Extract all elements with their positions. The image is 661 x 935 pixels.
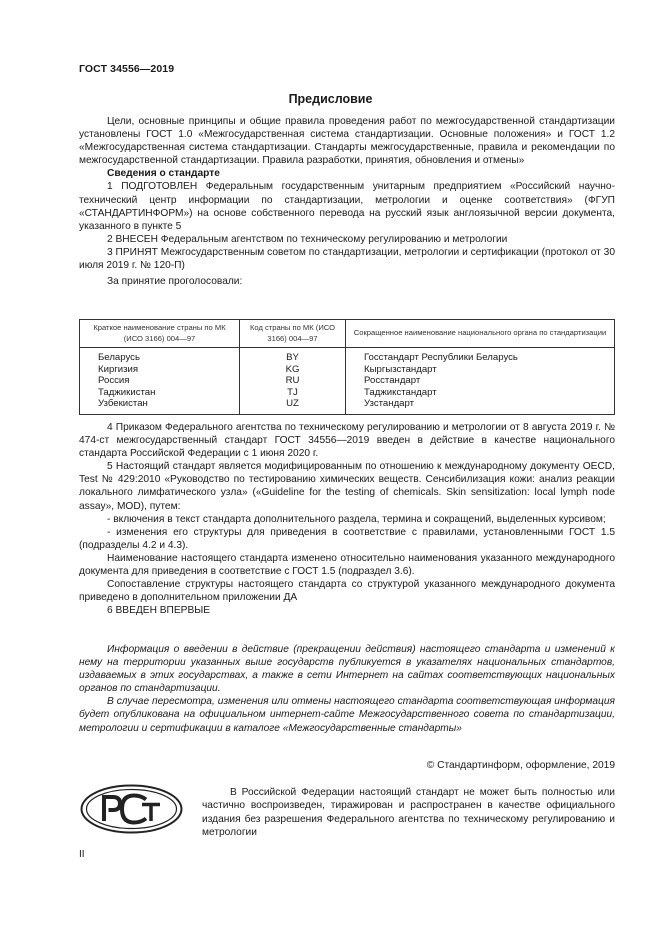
body-cell: Узстандарт — [346, 398, 615, 414]
item-5-name-note: Наименование настоящего стандарта изменено относительно наименования указанного международного документа для приведения в соответствие с ГОСТ 1.5 (подраздел 3.6). — [79, 552, 615, 578]
item-5-bullet-2: - изменения его структуры для приведения в соответствие с правилами, установленными ГОСТ 1.5 (подразделы 4.2 и 4.3). — [79, 526, 615, 551]
item-6: 6 ВВЕДЕН ВПЕРВЫЕ — [107, 605, 211, 617]
info-heading: Сведения о стандарте — [107, 168, 220, 180]
code-cell: KG — [240, 364, 346, 376]
publication-notice — [79, 643, 615, 735]
country-cell: Россия — [80, 375, 240, 387]
item-3: 3 ПРИНЯТ Межгосударственным советом по стандартизации, метрологии и сертификации (протокол от 30 июля 2019 г. № 120-П) — [79, 246, 615, 272]
vote-intro: За принятие проголосовали: — [107, 276, 243, 288]
body-cell: Росстандарт — [346, 375, 615, 387]
code-cell: TJ — [240, 387, 346, 399]
rst-certification-logo-icon — [80, 784, 183, 834]
item-2: 2 ВНЕСЕН Федеральным агентством по техническому регулированию и метрологии — [107, 233, 508, 245]
body-cell: Кыргызстандарт — [346, 364, 615, 376]
table-header-country: Краткое наименование страны по МК (ИСО 3166) 004—97 — [80, 320, 240, 348]
running-header: ГОСТ 34556—2019 — [79, 63, 175, 75]
notice-paragraph: Информация о введении в действие (прекращении действия) настоящего стандарта и изменений к нему на территории указанных выше государств публикуется в указателях национальных стандартов, издаваемых в этих государствах, а также в сети Интернет на сайтах соответствующих национальных органов по стандартизации. — [79, 644, 615, 695]
preface-body — [79, 115, 615, 288]
country-cell: Беларусь — [80, 348, 240, 364]
table-row — [80, 348, 615, 364]
copyright-line: © Стандартинформ, оформление, 2019 — [426, 760, 615, 771]
code-cell: RU — [240, 375, 346, 387]
table-row — [80, 375, 615, 387]
notice-paragraph: В случае пересмотра, изменения или отмены настоящего стандарта соответствующая информация будет опубликована на официальном интернет-сайте Межгосударственного совета по стандартизации, метрологии и сертификации в каталоге «Межгосударственные стандарты» — [79, 696, 615, 734]
item-1: 1 ПОДГОТОВЛЕН Федеральным государственным унитарным предприятием «Российский научно-технический центр информации по стандартизации, метрологии и оценке соответствия» (ФГУП «СТАНДАРТИНФОРМ») на основе собственного перевода на русский язык англоязычной версии документа, указанного в пункте 5 — [79, 181, 615, 232]
table-header-code: Код страны по МК (ИСО 3166) 004—97 — [240, 320, 346, 348]
table-header-body: Сокращенное наименование национального органа по стандартизации — [346, 320, 615, 348]
intro-paragraph: Цели, основные принципы и общие правила проведения работ по межгосударственной стандартизации установлены ГОСТ 1.0 «Межгосударственная система стандартизации. Основные положения» и ГОСТ 1.2 «Межгосударственная система стандартизации. Стандарты межгосударственные, правила и рекомендации по межгосударственной стандартизации. Правила разработки, принятия, обновления и отмены» — [79, 116, 615, 167]
country-cell: Таджикистан — [80, 387, 240, 399]
page-number: II — [79, 849, 85, 860]
voting-table — [79, 319, 615, 415]
item-5-structure-note: Сопоставление структуры настоящего стандарта со структурой указанного международного документа приведено в дополнительном приложении ДА — [79, 579, 615, 604]
country-cell: Киргизия — [80, 364, 240, 376]
body-cell: Таджикстандарт — [346, 387, 615, 399]
code-cell: UZ — [240, 398, 346, 414]
item-5-bullet-1: - включения в текст стандарта дополнительного раздела, термина и сокращений, выделенных курсивом; — [107, 513, 606, 525]
rights-paragraph: В Российской Федерации настоящий стандарт не может быть полностью или частично воспроизведен, тиражирован и распространен в качестве официального издания без разрешения Федерального агентства по техническому регулированию и метрологии — [202, 787, 615, 839]
code-cell: BY — [240, 348, 346, 364]
country-cell: Узбекистан — [80, 398, 240, 414]
reproduction-rights — [202, 786, 615, 840]
item-4: 4 Приказом Федерального агентства по техническому регулированию и метрологии от 8 августа 2019 г. № 474-ст межгосударственный стандарт ГОСТ 34556—2019 введен в действие в качестве национального стандарта Российской Федерации с 1 июня 2020 г. — [79, 422, 615, 460]
preface-body-continued — [79, 421, 615, 617]
table-row — [80, 364, 615, 376]
page-title: Предисловие — [288, 92, 373, 106]
table-row — [80, 387, 615, 399]
body-cell: Госстандарт Республики Беларусь — [346, 348, 615, 364]
table-row — [80, 398, 615, 414]
item-5: 5 Настоящий стандарт является модифицированным по отношению к международному документу OECD, Test № 429:2010 «Руководство по тестированию химических веществ. Сенсибилизация кожи: анализ реакции локального лимфатического узла» («Guideline for the testing of chemicals. Skin sensitization: local lymph node assay», MOD), путем: — [79, 461, 615, 512]
